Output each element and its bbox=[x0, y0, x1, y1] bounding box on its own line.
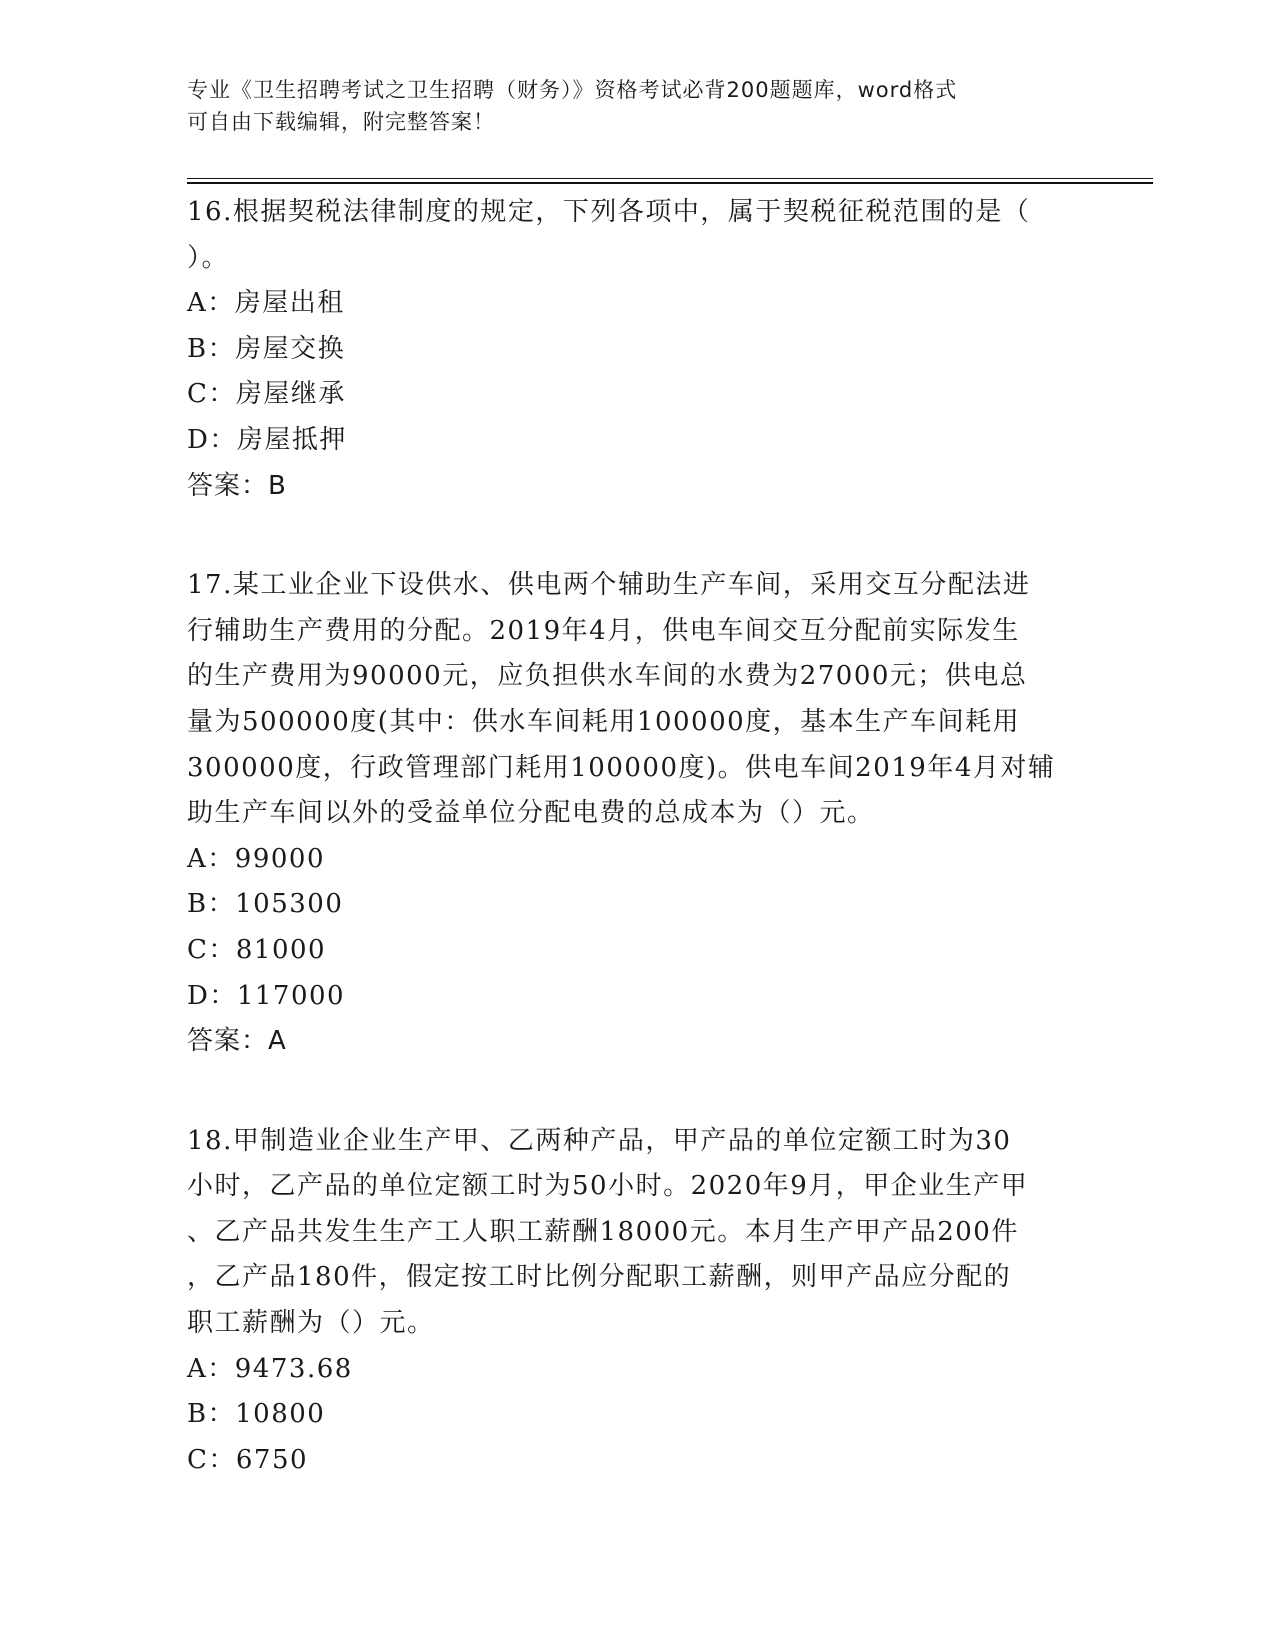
header-divider-thick bbox=[187, 182, 1153, 184]
question-18 bbox=[187, 1119, 1087, 1484]
header-line-1: 专业《卫生招聘考试之卫生招聘（财务）》资格考试必背200题题库，word格式 bbox=[187, 78, 958, 102]
question-text-line: 、乙产品共发生生产工人职工薪酬18000元。本月生产甲产品200件 bbox=[187, 1216, 1019, 1247]
answer-line: 答案：B bbox=[187, 470, 287, 501]
question-text-line: 职工薪酬为（）元。 bbox=[187, 1308, 435, 1339]
question-text-line: 量为500000度(其中：供水车间耗用100000度，基本生产车间耗用 bbox=[187, 706, 1021, 737]
option-c: C：房屋继承 bbox=[187, 379, 346, 410]
question-text-line: 的生产费用为90000元，应负担供水车间的水费为27000元；供电总 bbox=[187, 661, 1028, 692]
question-text-line: ）。 bbox=[187, 242, 230, 273]
option-c: C：6750 bbox=[187, 1444, 309, 1475]
answer-line: 答案：A bbox=[187, 1026, 287, 1057]
question-text-line: 300000度，行政管理部门耗用100000度)。供电车间2019年4月对辅 bbox=[187, 752, 1056, 783]
question-16 bbox=[187, 190, 1087, 509]
question-17 bbox=[187, 563, 1087, 1065]
option-a: A：9473.68 bbox=[187, 1353, 353, 1384]
question-text-line: 行辅助生产费用的分配。2019年4月，供电车间交互分配前实际发生 bbox=[187, 615, 1020, 646]
question-text-line: 18.甲制造业企业生产甲、乙两种产品，甲产品的单位定额工时为30 bbox=[187, 1125, 1012, 1156]
question-text-line: 小时，乙产品的单位定额工时为50小时。2020年9月，甲企业生产甲 bbox=[187, 1171, 1029, 1202]
option-b: B：105300 bbox=[187, 889, 344, 920]
question-text-line: 助生产车间以外的受益单位分配电费的总成本为（）元。 bbox=[187, 798, 875, 829]
option-b: B：房屋交换 bbox=[187, 333, 346, 364]
option-a: A：房屋出租 bbox=[187, 288, 345, 319]
header-divider-thin bbox=[187, 178, 1153, 179]
question-list bbox=[187, 190, 1087, 1483]
option-b: B：10800 bbox=[187, 1399, 326, 1430]
question-text-line: 17.某工业企业下设供水、供电两个辅助生产车间，采用交互分配法进 bbox=[187, 570, 1031, 601]
document-header bbox=[187, 74, 1087, 138]
option-a: A：99000 bbox=[187, 843, 325, 874]
option-d: D：117000 bbox=[187, 980, 346, 1011]
header-line-2: 可自由下载编辑，附完整答案！ bbox=[187, 110, 495, 134]
question-text-line: ，乙产品180件，假定按工时比例分配职工薪酬，则甲产品应分配的 bbox=[187, 1262, 1012, 1293]
question-text-line: 16.根据契税法律制度的规定，下列各项中，属于契税征税范围的是（ bbox=[187, 197, 1031, 227]
option-d: D：房屋抵押 bbox=[187, 424, 347, 455]
option-c: C：81000 bbox=[187, 934, 327, 965]
